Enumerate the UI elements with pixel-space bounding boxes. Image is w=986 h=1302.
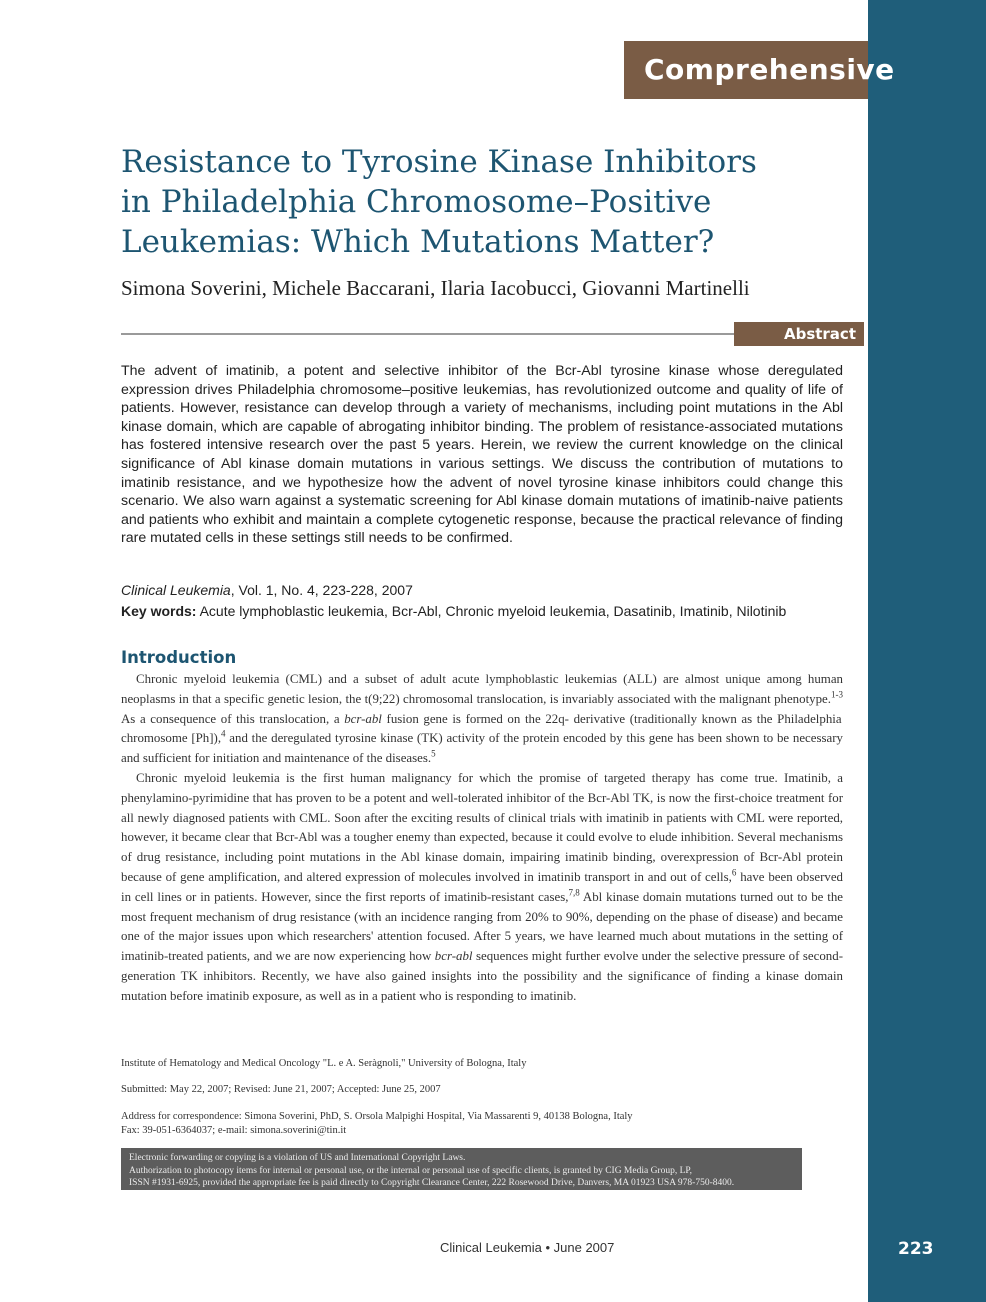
- copyright-notice: [121, 1148, 802, 1190]
- keywords-text: Acute lymphoblastic leukemia, Bcr-Abl, Chronic myeloid leukemia, Dasatinib, Imatinib, Nilotinib: [196, 603, 787, 619]
- reference: 7,8: [568, 887, 580, 898]
- title-line: in Philadelphia Chromosome–Positive: [121, 184, 712, 220]
- author-list: Simona Soverini, Michele Baccarani, Ilaria Iacobucci, Giovanni Martinelli: [121, 276, 750, 300]
- article-title: [121, 142, 821, 262]
- citation-journal: Clinical Leukemia: [121, 582, 231, 598]
- introduction-body: [121, 670, 843, 1007]
- reference: 1-3: [831, 689, 843, 700]
- affiliation: Institute of Hematology and Medical Oncology "L. e A. Seràgnoli," University of Bologna, Italy: [121, 1058, 527, 1069]
- citation: [121, 582, 843, 598]
- abstract-text: The advent of imatinib, a potent and selective inhibitor of the Bcr-Abl tyrosine kinase whose deregulated expression drives Philadelphia chromosome–positive leukemias, has revolutionized outcome and quality of life of patients. However, resistance can develop through a variety of mechanisms, including point mutations in the Abl kinase domain, which are capable of abrogating inhibitor binding. The problem of resistance-associated mutations has fostered intensive research over the past 5 years. Herein, we review the current knowledge on the clinical significance of Abl kinase domain mutations in various settings. We discuss the contribution of mutations to imatinib resistance, and we hypothesize how the advent of novel tyrosine kinase inhibitors could change this scenario. We also warn against a systematic screening for Abl kinase domain mutations of imatinib-naive patients and patients who exhibit and maintain a complete cytogenetic response, because the practical relevance of finding rare mutated cells in these settings still needs to be confirmed.: [121, 363, 843, 547]
- footer-journal: Clinical Leukemia • June 2007: [440, 1240, 615, 1255]
- submission-dates: Submitted: May 22, 2007; Revised: June 21, 2007; Accepted: June 25, 2007: [121, 1084, 441, 1095]
- correspondence-contact: Fax: 39-051-6364037; e-mail: simona.soverini@tin.it: [121, 1125, 347, 1136]
- reference: 6: [731, 867, 737, 878]
- reference: 4: [221, 729, 226, 740]
- reference: 5: [431, 748, 436, 759]
- copyright-line: Electronic forwarding or copying is a violation of US and International Copyright Laws.: [129, 1153, 466, 1163]
- paragraph: Chronic myeloid leukemia (CML) and a subset of adult acute lymphoblastic leukemias (ALL) are almost unique among human neoplasms in that a specific genetic lesion, the t(9;22) chromosomal translocation, is invariably associated with the malignant phenotype.$^{1-3}$ As a consequence of this translocation, a bcr-abl fusion gene is formed on the 22q- derivative (traditionally known as the Philadelphia chromosome [Ph]),$^4$ and the deregulated tyrosine kinase (TK) activity of the protein encoded by this gene has been shown to be necessary and sufficient for initiation and maintenance of the diseases.$^5$: [121, 672, 843, 766]
- copyright-line: ISSN #1931-6925, provided the appropriate fee is paid directly to Copyright Clearance Center, 222 Rosewood Drive, Danvers, MA 01923 USA 978-750-8400.: [129, 1178, 735, 1188]
- keywords: [121, 603, 861, 619]
- citation-details: , Vol. 1, No. 4, 223-228, 2007: [230, 582, 413, 598]
- keywords-label: Key words:: [121, 603, 197, 619]
- right-sidebar-band: [868, 0, 986, 1302]
- title-line: Leukemias: Which Mutations Matter?: [121, 224, 715, 260]
- introduction-heading: Introduction: [121, 648, 237, 667]
- abstract-label: Abstract: [734, 322, 864, 346]
- paragraph: Chronic myeloid leukemia is the first human malignancy for which the promise of targeted therapy has come true. Imatinib, a phenylamino-pyrimidine that has proven to be a potent and well-tolerated inhibitor of the Bcr-Abl TK, is now the first-choice treatment for all newly diagnosed patients with CML. Soon after the exciting results of clinical trials with imatinib in patients with CML were reported, however, it became clear that Bcr-Abl was a tougher enemy than expected, because it could evolve to elude inhibition. Several mechanisms of drug resistance, including point mutations in the Abl kinase domain, impairing imatinib binding, overexpression of Bcr-Abl protein because of gene amplification, and altered expression of molecules involved in imatinib transport in and out of cells,$^6$ have been observed in cell lines or in patients. However, since the first reports of imatinib-resistant cases,$^{7,8}$ Abl kinase domain mutations turned out to be the most frequent mechanism of drug resistance (with an incidence ranging from 20% to 90%, depending on the phase of disease) and became one of the major issues upon which researchers' attention focused. After 5 years, we have learned much about mutations in the setting of imatinib-treated patients, and we are now experiencing how bcr-abl sequences might further evolve under the selective pressure of second-generation TK inhibitors. Recently, we have also gained insights into the possibility and the significance of finding a kinase domain mutation before imatinib exposure, as well as in a patient who is responding to imatinib.: [121, 770, 843, 1003]
- page-number: 223: [898, 1239, 934, 1259]
- section-label: Comprehensive Review: [644, 53, 895, 144]
- copyright-line: Authorization to photocopy items for internal or personal use, or the internal or personal use of specific clients, is granted by CIG Media Group, LP,: [129, 1165, 693, 1176]
- title-line: Resistance to Tyrosine Kinase Inhibitors: [121, 144, 757, 180]
- correspondence-address: Address for correspondence: Simona Soverini, PhD, S. Orsola Malpighi Hospital, Via Massarenti 9, 40138 Bologna, Italy: [121, 1111, 633, 1122]
